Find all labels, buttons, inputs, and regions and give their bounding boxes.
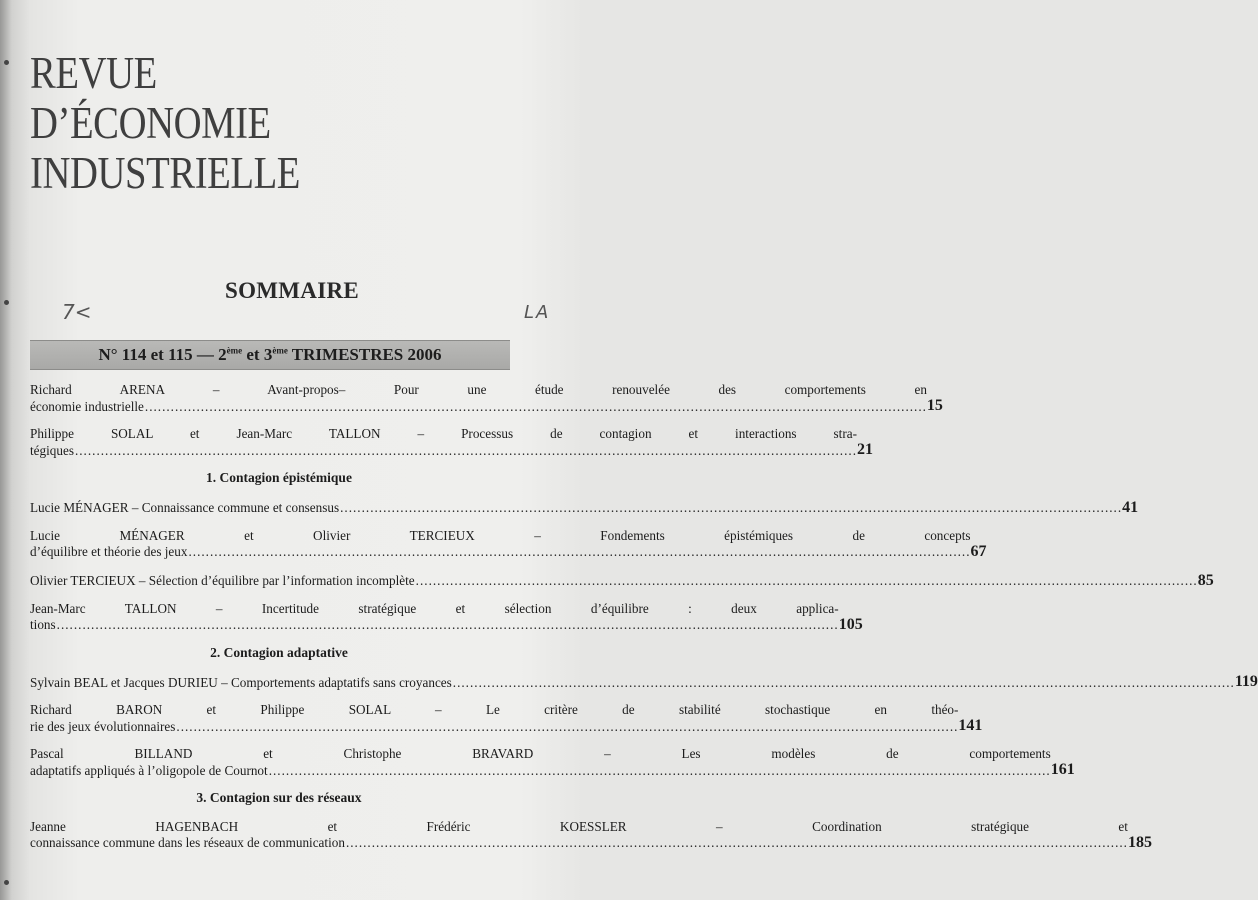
issue-prefix: N° 114 et 115 — 2 xyxy=(98,345,227,364)
binding-hole-mark xyxy=(4,880,9,885)
handwritten-note-left: 7< xyxy=(62,300,92,324)
journal-title xyxy=(30,48,300,198)
leader-dots xyxy=(346,835,1128,852)
toc-entry-text: Jeanne HAGENBACH et Frédéric KOESSLER – Coordination stratégique et xyxy=(30,818,1128,834)
leader-dots xyxy=(75,443,857,460)
toc-page-number: 161 xyxy=(1050,761,1075,778)
leader-dots xyxy=(176,719,958,736)
page-edge-shadow xyxy=(0,0,12,900)
toc-entry-text: tions xyxy=(30,617,56,632)
leader-dots xyxy=(269,763,1051,780)
toc-page-number: 85 xyxy=(1197,571,1214,589)
section-heading: 3. Contagion sur des réseaux xyxy=(196,790,362,805)
sommaire-heading: SOMMAIRE xyxy=(224,278,359,303)
toc-page-number: 67 xyxy=(970,542,987,560)
toc-entry-text: Philippe SOLAL et Jean-Marc TALLON – Processus de contagion et interactions stra- xyxy=(30,426,857,441)
toc-entry[interactable] xyxy=(30,498,1139,517)
toc-entry[interactable] xyxy=(30,426,873,459)
toc-entry-text: d’équilibre et théorie des jeux xyxy=(30,544,188,559)
section-heading: 2. Contagion adaptative xyxy=(210,644,348,660)
leader-dots xyxy=(416,573,1198,590)
toc-entry-text: adaptatifs appliqués à l’oligopole de Cournot xyxy=(30,762,268,778)
toc-page-number: 105 xyxy=(838,615,863,633)
leader-dots xyxy=(188,544,970,561)
journal-title-line: REVUE xyxy=(30,48,157,98)
toc-entry-text: Richard ARENA – Avant-propos– Pour une étude renouvelée des comportements en xyxy=(30,382,927,397)
issue-suffix: TRIMESTRES 2006 xyxy=(287,345,442,364)
toc-entry-text: rie des jeux évolutionnaires xyxy=(30,718,176,734)
toc-entry[interactable] xyxy=(30,600,863,634)
leader-dots xyxy=(145,399,927,416)
toc-entry-text: Lucie MÉNAGER et Olivier TERCIEUX – Fondements épistémiques de concepts xyxy=(30,527,971,543)
toc-entry-text: Lucie MÉNAGER – Connaissance commune et consensus xyxy=(30,500,340,515)
toc-entry-text: Sylvain BEAL et Jacques DURIEU – Comportements adaptatifs sans croyances xyxy=(30,674,452,690)
issue-mid: et 3 xyxy=(242,345,273,364)
issue-sup: ème xyxy=(226,345,243,356)
table-of-contents xyxy=(30,382,1258,863)
toc-entry[interactable] xyxy=(30,571,1214,590)
toc-entry-text: Jean-Marc TALLON – Incertitude stratégique et sélection d’équilibre : deux applica- xyxy=(30,600,839,616)
toc-entry[interactable] xyxy=(30,382,943,415)
issue-banner xyxy=(30,340,510,370)
leader-dots xyxy=(340,500,1122,517)
toc-entry-text: Pascal BILLAND et Christophe BRAVARD – Les modèles de comportements xyxy=(30,746,1051,761)
leader-dots xyxy=(453,675,1235,692)
issue-sup: ème xyxy=(272,345,288,356)
handwritten-note-right: LA xyxy=(524,302,551,323)
toc-entry-text: Olivier TERCIEUX – Sélection d’équilibre par l’information incomplète xyxy=(30,573,415,588)
toc-entry[interactable] xyxy=(30,673,1258,691)
journal-title-line: D’ÉCONOMIE xyxy=(30,98,271,148)
toc-entry[interactable] xyxy=(30,702,983,735)
toc-page-number: 185 xyxy=(1127,833,1152,851)
toc-entry[interactable] xyxy=(30,746,1075,779)
toc-entry-text: tégiques xyxy=(30,442,74,458)
toc-entry-text: connaissance commune dans les réseaux de communication xyxy=(30,835,345,850)
binding-hole-mark xyxy=(4,60,9,65)
section-heading: 1. Contagion épistémique xyxy=(206,470,352,485)
toc-entry-text: économie industrielle xyxy=(30,398,144,414)
journal-title-line: INDUSTRIELLE xyxy=(30,148,300,198)
toc-page-number: 41 xyxy=(1122,498,1139,516)
toc-page-number: 119 xyxy=(1234,673,1258,690)
toc-entry[interactable] xyxy=(30,527,987,561)
toc-page-number: 15 xyxy=(926,397,943,414)
toc-page-number: 21 xyxy=(856,441,873,458)
toc-entry[interactable] xyxy=(30,818,1152,852)
toc-entry-text: Richard BARON et Philippe SOLAL – Le critère de stabilité stochastique en théo- xyxy=(30,702,959,717)
toc-page-number: 141 xyxy=(958,717,983,734)
leader-dots xyxy=(57,617,839,634)
